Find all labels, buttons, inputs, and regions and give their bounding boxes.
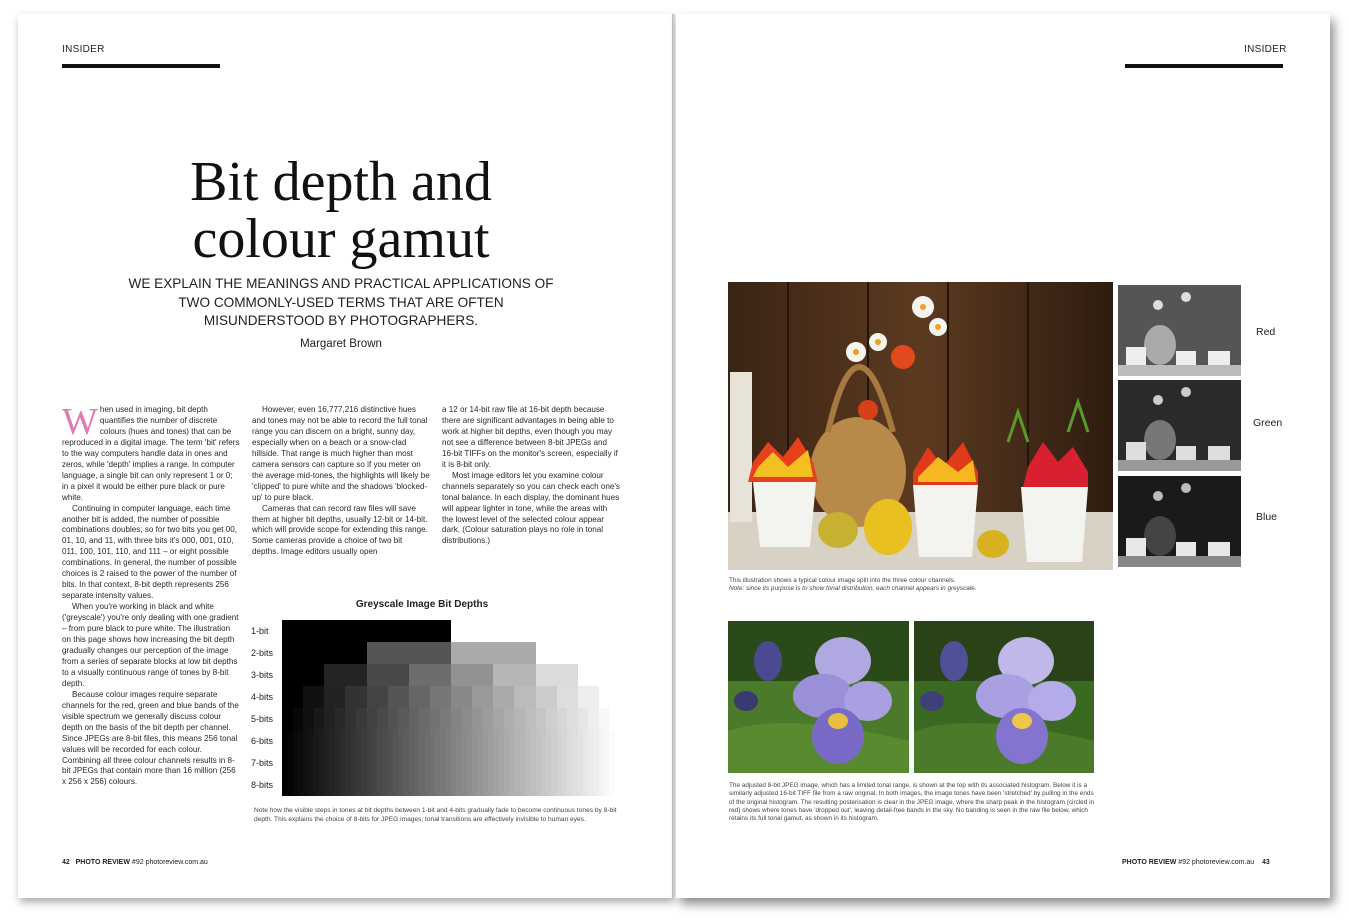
channel-label-blue: Blue [1256,511,1278,523]
tone-step [388,686,409,708]
tone-step [324,686,345,708]
tone-step [451,708,462,730]
tone-step [615,730,620,752]
red-channel-photo [1118,285,1241,376]
body-column-3 [442,405,620,547]
tone-step [324,708,335,730]
chart-row-3bit [282,664,620,686]
tone-step [409,664,451,686]
tone-step [514,708,525,730]
tone-step [615,752,620,774]
chart-row-6bit [282,730,620,752]
tone-step [525,708,536,730]
tone-step [345,708,356,730]
tone-step [345,686,366,708]
tone-step [536,708,547,730]
flower-basket-photo [728,282,1113,570]
tone-step [557,708,568,730]
website: photoreview.com.au [1191,859,1255,866]
tone-step [440,708,451,730]
paragraph: a 12 or 14-bit raw file at 16-bit depth because there are significant advantages in being able to work at higher bit depths, even though you may not see a difference between 8-bit JPEGs and 16-bit TIFFs on the monitor's screen, especially if it is 8-bit only. [442,405,618,469]
chart-row-label: 7-bits [251,758,274,768]
tone-step [462,708,473,730]
tone-step [493,708,504,730]
paragraph: When you're working in black and white ('greyscale') you're only dealing with one gradient – from pure black to pure white. The illustration on this page shows how increasing the bit depth gradually changes our perception of the image from a series of separate blocks at low bit depths to a visually continuous range of tones by 8-bit depth. [62,602,239,688]
chart-row-7bit [282,752,620,774]
tone-step [282,620,451,642]
tone-step [609,708,620,730]
page-number: 42 [62,859,70,866]
tone-step [472,708,483,730]
chart-row-5bit [282,708,620,730]
tone-step [367,664,409,686]
tone-step [536,642,621,664]
paragraph: When used in imaging, bit depth quantifies the number of discrete colours (hues and tones) that can be reproduced in a digital image. The term 'bit' refers to the way computers handle data in ones and zeros, while 'depth' implies a range. In computer language, a single bit can only represent 1 or 0; in a pixel it would be either pure black or pure white. [62,401,240,502]
article-title [118,151,564,270]
page-number: 43 [1261,859,1270,866]
left-page [18,14,672,898]
tone-step [324,664,366,686]
right-page [676,14,1330,898]
channel-label-green: Green [1253,417,1283,429]
tone-step [388,708,399,730]
chart-row-label: 2-bits [251,648,274,658]
tone-step [451,642,536,664]
tone-step [451,620,620,642]
tone-step [367,686,388,708]
tone-step [430,686,451,708]
chart-row-4bit [282,686,620,708]
tone-step [546,708,557,730]
tone-step [588,708,599,730]
tone-step [409,708,420,730]
paragraph: Cameras that can record raw files will save them at higher bit depths, usually 12-bit or 14-bit. which will provide scope for extending this range. Some cameras provide a choice of two bit depths. Image editors usually open [252,503,428,557]
tone-step [367,642,452,664]
tone-step [303,686,324,708]
chart-row-label: 1-bit [251,626,269,636]
chart-row-1bit [282,620,620,642]
tone-step [599,708,610,730]
tone-step [578,664,620,686]
website: photoreview.com.au [145,859,208,866]
tone-step [282,642,367,664]
page-footer [62,859,208,866]
paragraph: Because colour images require separate channels for the red, green and blue bands of the visible spectrum we generally discuss colour depth on the basis of the bit depth per channel. Since JPEGs are 8-bit files, this means 256 tonal values will be recorded for each colour. Combining all three colour channels results in 8-bit JPEGs that contain more than 16 million (256 x 256 x 256) colours. [62,689,239,787]
tone-step [314,708,325,730]
tone-step [335,708,346,730]
chart-caption: Note how the visible steps in tones at bit depths between 1-bit and 4-bits gradually fade to become continuous tones by 8-bit depth. This explains the choice of 8-bits for JPEG images; tonal transitions are effectively invisible to human eyes. [254,807,617,823]
issue-number: #92 [131,859,144,866]
tone-step [303,708,314,730]
tone-step [514,686,535,708]
blue-channel-photo [1118,476,1241,567]
tone-step [599,686,620,708]
magazine-name: PHOTO REVIEW [75,859,130,866]
drop-cap: W [62,401,98,443]
tone-step [493,664,535,686]
paragraph: Continuing in computer language, each time another bit is added, the number of possible combinations doubles; so for two bits you get 00, 01, 10, and 11, with three bits it's 000, 001, 010, 011, 100, 101, 110, and 111 – or eight possible combinations. In general, the number of possible choices is 2 raised to the power of the number of bits. In that context, 8-bit depth represents 256 separate intensity values. [62,503,238,601]
chart-title: Greyscale Image Bit Depths [355,599,489,610]
page-footer [1122,859,1270,866]
chart-row-label: 3-bits [251,670,274,680]
title-line-1: Bit depth and [190,151,492,213]
tone-step [536,664,578,686]
author-byline: Margaret Brown [300,338,382,350]
paragraph: However, even 16,777,216 distinctive hues and tones may not be able to record the full tonal range you can discern on a bright, sunny day, especially when on a beach or a snow-clad hillside. That range is much higher than most camera sensors can capture so if you meter on the average mid-tones, the highlights will likely be 'clipped' to pure white and the shadows 'blocked-up' to pure black. [252,405,430,502]
section-label: INSIDER [1244,44,1287,55]
channels-caption: This illustration shows a typical colour image split into the three colour channels. Note: since its purpose is to show tonal distribution, each channel appears in greyscale. [729,577,977,593]
tone-step [451,664,493,686]
tone-step [504,708,515,730]
tone-step [356,708,367,730]
tone-step [367,708,378,730]
tone-step [430,708,441,730]
chart-row-label: 5-bits [251,714,274,724]
tone-step [472,686,493,708]
body-column-1 [62,401,240,788]
channel-label-red: Red [1256,326,1276,338]
tone-step [282,664,324,686]
tone-step [377,708,388,730]
iris-caption: The adjusted 8-bit JPEG image, which has a limited tonal range, is shown at the top with its associated histogram. Below it is a similarly adjusted 16-bit TIFF file from a raw original. In both images, the image tones have been 'stretched' by pulling in the ends of the original histogram. The resulting posterisation is clear in the JPEG image, where the sharp peak in the histogram (circled in red) shows where tones have 'dropped out', leaving detail-free bands in the sky. No banding is seen in the raw file below, which retains its full tonal gamut, as shown in its histogram. [729,782,1095,823]
tone-step [293,708,304,730]
tone-step [451,686,472,708]
green-channel-photo [1118,380,1241,471]
tone-step [557,686,578,708]
tone-step [493,686,514,708]
section-label: INSIDER [62,44,105,55]
chart-row-label: 4-bits [251,692,274,702]
iris-jpeg-photo [728,621,909,773]
tone-step [578,708,589,730]
tone-step [409,686,430,708]
tone-step [419,708,430,730]
section-rule [62,64,220,68]
tone-step [567,708,578,730]
tone-step [483,708,494,730]
tone-step [536,686,557,708]
magazine-name: PHOTO REVIEW [1122,859,1177,866]
chart-row-label: 6-bits [251,736,274,746]
article-subtitle: WE EXPLAIN THE MEANINGS AND PRACTICAL APPLICATIONS OF TWO COMMONLY-USED TERMS THAT ARE OFTEN MISUNDERSTOOD BY PHOTOGRAPHERS. [128,276,554,328]
tone-step [282,708,293,730]
paragraph: Most image editors let you examine colour channels separately so you can check each one's tonal balance. In each display, the dominant hues will appear lighter in tone, while the areas with the lowest level of the selected colour appear dark. (Colour saturation plays no role in tonal distributions.) [442,470,620,546]
issue-number: #92 [1178,859,1190,866]
tone-step [578,686,599,708]
body-column-2 [252,405,430,558]
iris-raw-photo [914,621,1094,773]
chart-row-label: 8-bits [251,780,274,790]
tone-step [615,774,620,796]
title-line-2: colour gamut [192,208,490,270]
section-rule [1125,64,1283,68]
chart-row-8bit [282,774,620,796]
tone-step [282,686,303,708]
tone-step [398,708,409,730]
chart-row-2bit [282,642,620,664]
